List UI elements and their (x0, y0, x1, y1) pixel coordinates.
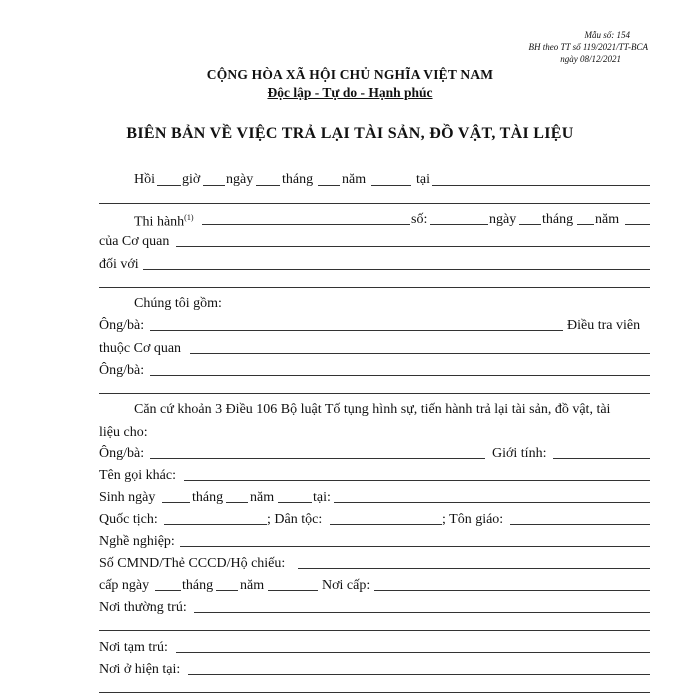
field-permanent-address-continued[interactable] (99, 630, 650, 631)
field-current-address-continued[interactable] (99, 692, 650, 693)
label-ong-ba-1: Ông/bà: (99, 318, 145, 333)
label-dob-year: năm (250, 490, 275, 505)
field-exec-year[interactable] (625, 224, 650, 225)
label-dieu-tra-vien: Điều tra viên (567, 318, 641, 333)
label-ong-ba-2: Ông/bà: (99, 363, 145, 378)
field-place-continued[interactable] (99, 203, 650, 204)
label-nam: năm (342, 172, 367, 187)
field-exec-day[interactable] (519, 224, 541, 225)
label-current-address: Nơi ở hiện tại: (99, 662, 181, 677)
label-gender: Giới tính: (492, 446, 547, 461)
label-chung-toi-gom: Chúng tôi gồm: (134, 296, 222, 311)
footnote-marker: (1) (184, 213, 194, 222)
legal-basis-line2: liệu cho: (99, 425, 148, 440)
legal-basis-line1: Căn cứ khoản 3 Điều 106 Bộ luật Tố tụng hình sự, tiến hành trả lại tài sản, đồ vật, tài (134, 402, 611, 417)
label-so: số: (411, 212, 428, 227)
label-issued-month: tháng (182, 578, 214, 593)
field-member-continued[interactable] (99, 393, 650, 394)
field-birthplace[interactable] (334, 502, 650, 503)
nation-heading: CỘNG HÒA XÃ HỘI CHỦ NGHĨA VIỆT NAM (206, 67, 494, 82)
field-place[interactable] (432, 185, 650, 186)
label-issued-year: năm (240, 578, 265, 593)
field-dob-day[interactable] (162, 502, 190, 503)
label-cua-co-quan: của Cơ quan (99, 234, 170, 249)
form-basis: BH theo TT số 119/2021/TT-BCA (528, 42, 648, 52)
field-minute[interactable] (203, 185, 225, 186)
label-dob-month: tháng (192, 490, 224, 505)
field-day[interactable] (256, 185, 280, 186)
label-ethnicity: ; Dân tộc: (267, 512, 323, 527)
field-dob-month[interactable] (226, 502, 248, 503)
field-recipient-name[interactable] (150, 458, 485, 459)
label-exec-thang: tháng (542, 212, 574, 227)
label-permanent-address: Nơi thường trú: (99, 600, 187, 615)
label-dob: Sinh ngày (99, 490, 156, 505)
form-date: ngày 08/12/2021 (560, 54, 621, 64)
field-permanent-address[interactable] (194, 612, 650, 613)
field-agency[interactable] (176, 246, 650, 247)
label-issued-place: Nơi cấp: (322, 578, 371, 593)
label-tai: tại (416, 172, 430, 187)
field-alias[interactable] (184, 480, 650, 481)
label-recipient-name: Ông/bà: (99, 446, 145, 461)
label-religion: ; Tôn giáo: (442, 512, 504, 527)
label-exec-ngay: ngày (489, 212, 517, 227)
label-alias: Tên gọi khác: (99, 468, 176, 483)
field-exec-month[interactable] (577, 224, 594, 225)
document-title: BIÊN BẢN VỀ VIỆC TRẢ LẠI TÀI SẢN, ĐỒ VẬT, TÀI LIỆU (126, 125, 574, 142)
field-religion[interactable] (510, 524, 650, 525)
label-gio: giờ (182, 172, 201, 187)
field-investigator-agency[interactable] (190, 353, 650, 354)
label-thuoc-co-quan: thuộc Cơ quan (99, 341, 182, 356)
label-thi-hanh: Thi hành$^{(1)}$ (134, 213, 194, 230)
form-number: Mẫu số: 154 (584, 30, 630, 40)
motto-heading: Độc lập - Tự do - Hạnh phúc (267, 85, 433, 100)
field-year[interactable] (371, 185, 411, 186)
field-decision[interactable] (202, 224, 410, 225)
field-current-address[interactable] (188, 674, 650, 675)
label-nationality: Quốc tịch: (99, 512, 158, 527)
field-subject-continued[interactable] (99, 287, 650, 288)
label-issued-date: cấp ngày (99, 578, 150, 593)
field-investigator-name[interactable] (150, 330, 563, 331)
field-hour[interactable] (157, 185, 181, 186)
field-member-name[interactable] (150, 375, 650, 376)
field-ethnicity[interactable] (330, 524, 442, 525)
field-id-document[interactable] (298, 568, 650, 569)
field-decision-number[interactable] (430, 224, 488, 225)
field-issued-place[interactable] (374, 590, 650, 591)
label-id-document: Số CMND/Thẻ CCCD/Hộ chiếu: (99, 556, 286, 571)
label-temporary-address: Nơi tạm trú: (99, 640, 168, 655)
label-birthplace: tại: (313, 490, 331, 505)
label-thang: tháng (282, 172, 314, 187)
field-dob-year[interactable] (278, 502, 312, 503)
field-temporary-address[interactable] (176, 652, 650, 653)
label-hoi: Hồi (134, 172, 155, 187)
label-occupation: Nghề nghiệp: (99, 534, 175, 549)
label-ngay: ngày (226, 172, 254, 187)
field-issued-month[interactable] (216, 590, 238, 591)
field-month[interactable] (318, 185, 340, 186)
field-nationality[interactable] (164, 524, 267, 525)
field-subject[interactable] (143, 269, 650, 270)
label-doi-voi: đối với (99, 257, 139, 272)
field-occupation[interactable] (180, 546, 650, 547)
field-gender[interactable] (553, 458, 650, 459)
field-issued-year[interactable] (268, 590, 318, 591)
field-issued-day[interactable] (155, 590, 181, 591)
label-exec-nam: năm (595, 212, 620, 227)
